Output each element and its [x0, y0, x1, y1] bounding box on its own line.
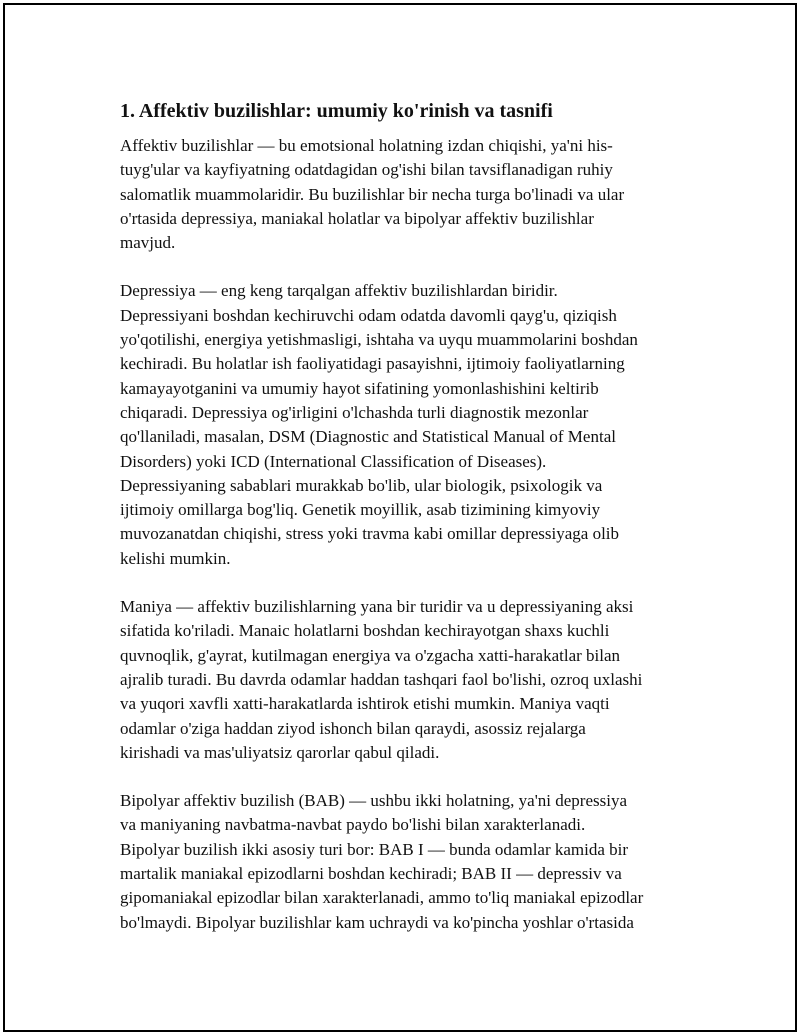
paragraph-line: va maniyaning navbatma-navbat paydo bo'lishi bilan xarakterlanadi. [120, 815, 586, 835]
paragraph-line: Depressiyaning sabablari murakkab bo'lib, ular biologik, psixologik va [120, 475, 603, 495]
paragraph-line: qo'llaniladi, masalan, DSM (Diagnostic and Statistical Manual of Mental [120, 427, 616, 447]
paragraph-line: salomatlik muammolaridir. Bu buzilishlar bir necha turga bo'linadi va ular [120, 184, 625, 204]
paragraph-line: yo'qotilishi, energiya yetishmasligi, ishtaha va uyqu muammolarini boshdan [120, 330, 638, 350]
paragraph-line: Depressiya — eng keng tarqalgan affektiv buzilishlardan biridir. [120, 281, 558, 301]
paragraph-line: kechiradi. Bu holatlar ish faoliyatidagi pasayishni, ijtimoiy faoliyatlarning [120, 354, 625, 374]
paragraph-line: gipomaniakal epizodlar bilan xarakterlanadi, ammo to'liq maniakal epizodlar [120, 888, 644, 908]
paragraph-line: quvnoqlik, g'ayrat, kutilmagan energiya va o'zgacha xatti-harakatlar bilan [120, 645, 621, 665]
paragraph-line: Affektiv buzilishlar — bu emotsional holatning izdan chiqishi, ya'ni his- [120, 136, 613, 155]
paragraph-line: muvozanatdan chiqishi, stress yoki travma kabi omillar depressiyaga olib [120, 524, 620, 544]
paragraph-line: Depressiyani boshdan kechiruvchi odam odatda davomli qayg'u, qiziqish [120, 305, 617, 325]
paragraph-line: martalik maniakal epizodlarni boshdan kechiradi; BAB II — depressiv va [120, 864, 622, 884]
paragraph-line: Bipolyar buzilish ikki asosiy turi bor: BAB I — bunda odamlar kamida bir [120, 839, 629, 859]
page-frame [3, 3, 797, 1032]
paragraph-line: sifatida ko'riladi. Manaic holatlarni boshdan kechirayotgan shaxs kuchli [120, 621, 610, 641]
paragraph-line: Maniya — affektiv buzilishlarning yana bir turidir va u depressiyaning aksi [120, 597, 634, 617]
paragraph-line: odamlar o'ziga haddan ziyod ishonch bilan qaraydi, asossiz rejalarga [120, 718, 586, 738]
paragraph-line: o'rtasida depressiya, maniakal holatlar va bipolyar affektiv buzilishlar [120, 208, 594, 228]
paragraph-line: ijtimoiy omillarga bog'liq. Genetik moyillik, asab tizimining kimyoviy [120, 500, 601, 520]
paragraph-line: kirishadi va mas'uliyatsiz qarorlar qabul qiladi. [120, 742, 440, 762]
paragraph-line: chiqaradi. Depressiya og'irligini o'lchashda turli diagnostik mezonlar [120, 402, 589, 422]
paragraph-line: va yuqori xavfli xatti-harakatlarda ishtirok etishi mumkin. Maniya vaqti [120, 694, 610, 714]
paragraph-list [120, 134, 695, 935]
body-paragraph [120, 789, 695, 935]
paragraph-line: kamayayotganini va umumiy hayot sifatining yomonlashishini keltirib [120, 378, 599, 398]
body-paragraph [120, 134, 695, 255]
paragraph-line: ajralib turadi. Bu davrda odamlar haddan tashqari faol bo'lishi, ozroq uxlashi [120, 669, 643, 689]
document-body [120, 98, 695, 959]
body-paragraph [120, 279, 695, 571]
paragraph-line: mavjud. [120, 233, 176, 253]
paragraph-line: Disorders) yoki ICD (International Classification of Diseases). [120, 451, 547, 471]
paragraph-line: tuyg'ular va kayfiyatning odatdagidan og'ishi bilan tavsiflanadigan ruhiy [120, 160, 613, 180]
paragraph-line: Bipolyar affektiv buzilish (BAB) — ushbu ikki holatning, ya'ni depressiya [120, 791, 628, 811]
body-paragraph [120, 595, 695, 765]
paragraph-line: bo'lmaydi. Bipolyar buzilishlar kam uchraydi va ko'pincha yoshlar o'rtasida [120, 912, 634, 932]
section-heading: 1. Affektiv buzilishlar: umumiy ko'rinish va tasnifi [120, 100, 553, 122]
paragraph-line: kelishi mumkin. [120, 548, 231, 568]
